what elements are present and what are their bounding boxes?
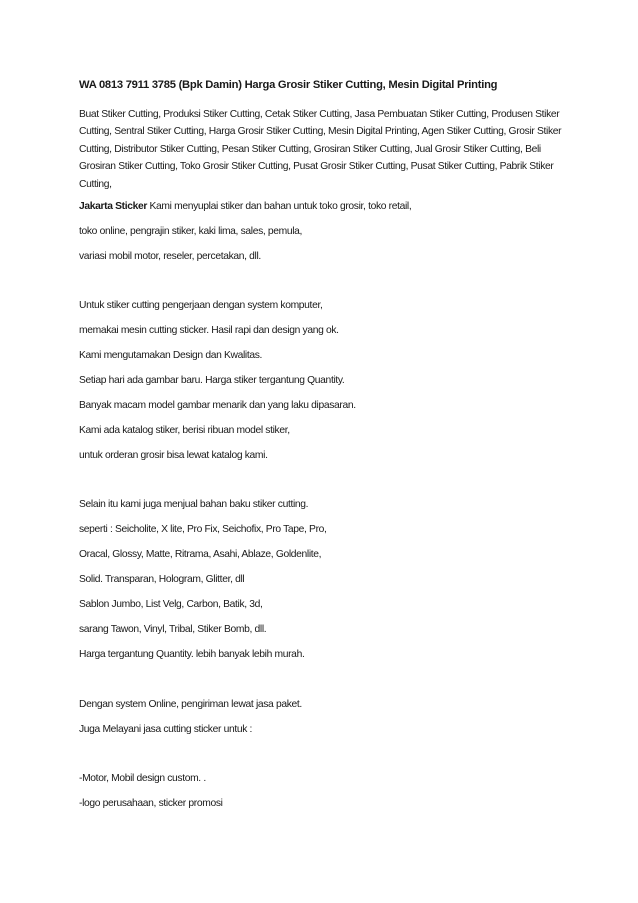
text-line: toko online, pengrajin stiker, kaki lima, sales, pemula, bbox=[79, 226, 303, 237]
text-line: Dengan system Online, pengiriman lewat jasa paket. bbox=[79, 699, 302, 710]
text-line: Selain itu kami juga menjual bahan baku stiker cutting. bbox=[79, 499, 309, 510]
text-line: Setiap hari ada gambar baru. Harga stiker tergantung Quantity. bbox=[79, 375, 345, 386]
text-line: -logo perusahaan, sticker promosi bbox=[79, 798, 223, 809]
text-line: Untuk stiker cutting pengerjaan dengan system komputer, bbox=[79, 300, 323, 311]
text-line: Kami ada katalog stiker, berisi ribuan model stiker, bbox=[79, 425, 290, 436]
text-line: Juga Melayani jasa cutting sticker untuk : bbox=[79, 724, 253, 735]
text-line: Solid. Transparan, Hologram, Glitter, dll bbox=[79, 574, 245, 585]
jakarta-line bbox=[79, 201, 411, 212]
document-title: WA 0813 7911 3785 (Bpk Damin) Harga Grosir Stiker Cutting, Mesin Digital Printing bbox=[79, 79, 498, 91]
text-line: variasi mobil motor, reseler, percetakan, dll. bbox=[79, 251, 261, 262]
text-line: Oracal, Glossy, Matte, Ritrama, Asahi, Ablaze, Goldenlite, bbox=[79, 549, 322, 560]
text-line: -Motor, Mobil design custom. . bbox=[79, 773, 206, 784]
text-line: Sablon Jumbo, List Velg, Carbon, Batik, 3d, bbox=[79, 599, 263, 610]
text-line: untuk orderan grosir bisa lewat katalog kami. bbox=[79, 450, 268, 461]
intro-paragraph: Buat Stiker Cutting, Produksi Stiker Cutting, Cetak Stiker Cutting, Jasa Pembuatan Stiker Cutting, Produsen Stiker Cutting, Sentral Stiker Cutting, Harga Grosir Stiker Cutting, Mesin Digital Printing, Agen Stiker Cutting, Grosir Stiker Cutting, Distributor Stiker Cutting, Pesan Stiker Cutting, Grosiran Stiker Cutting, Jual Grosir Stiker Cutting, Beli Grosiran Stiker Cutting, Toko Grosir Stiker Cutting, Pusat Grosir Stiker Cutting, Pusat Stiker Cutting, Pabrik Stiker Cutting, bbox=[79, 109, 562, 190]
text-line: Harga tergantung Quantity. lebih banyak lebih murah. bbox=[79, 649, 305, 660]
text-line: Kami mengutamakan Design dan Kwalitas. bbox=[79, 350, 263, 361]
jakarta-text: Kami menyuplai stiker dan bahan untuk toko grosir, toko retail, bbox=[147, 201, 412, 212]
text-line: sarang Tawon, Vinyl, Tribal, Stiker Bomb, dll. bbox=[79, 624, 267, 635]
text-line: seperti : Seicholite, X lite, Pro Fix, Seichofix, Pro Tape, Pro, bbox=[79, 524, 327, 535]
jakarta-sticker-label: Jakarta Sticker bbox=[79, 201, 148, 212]
text-line: memakai mesin cutting sticker. Hasil rapi dan design yang ok. bbox=[79, 325, 339, 336]
text-line: Banyak macam model gambar menarik dan yang laku dipasaran. bbox=[79, 400, 356, 411]
